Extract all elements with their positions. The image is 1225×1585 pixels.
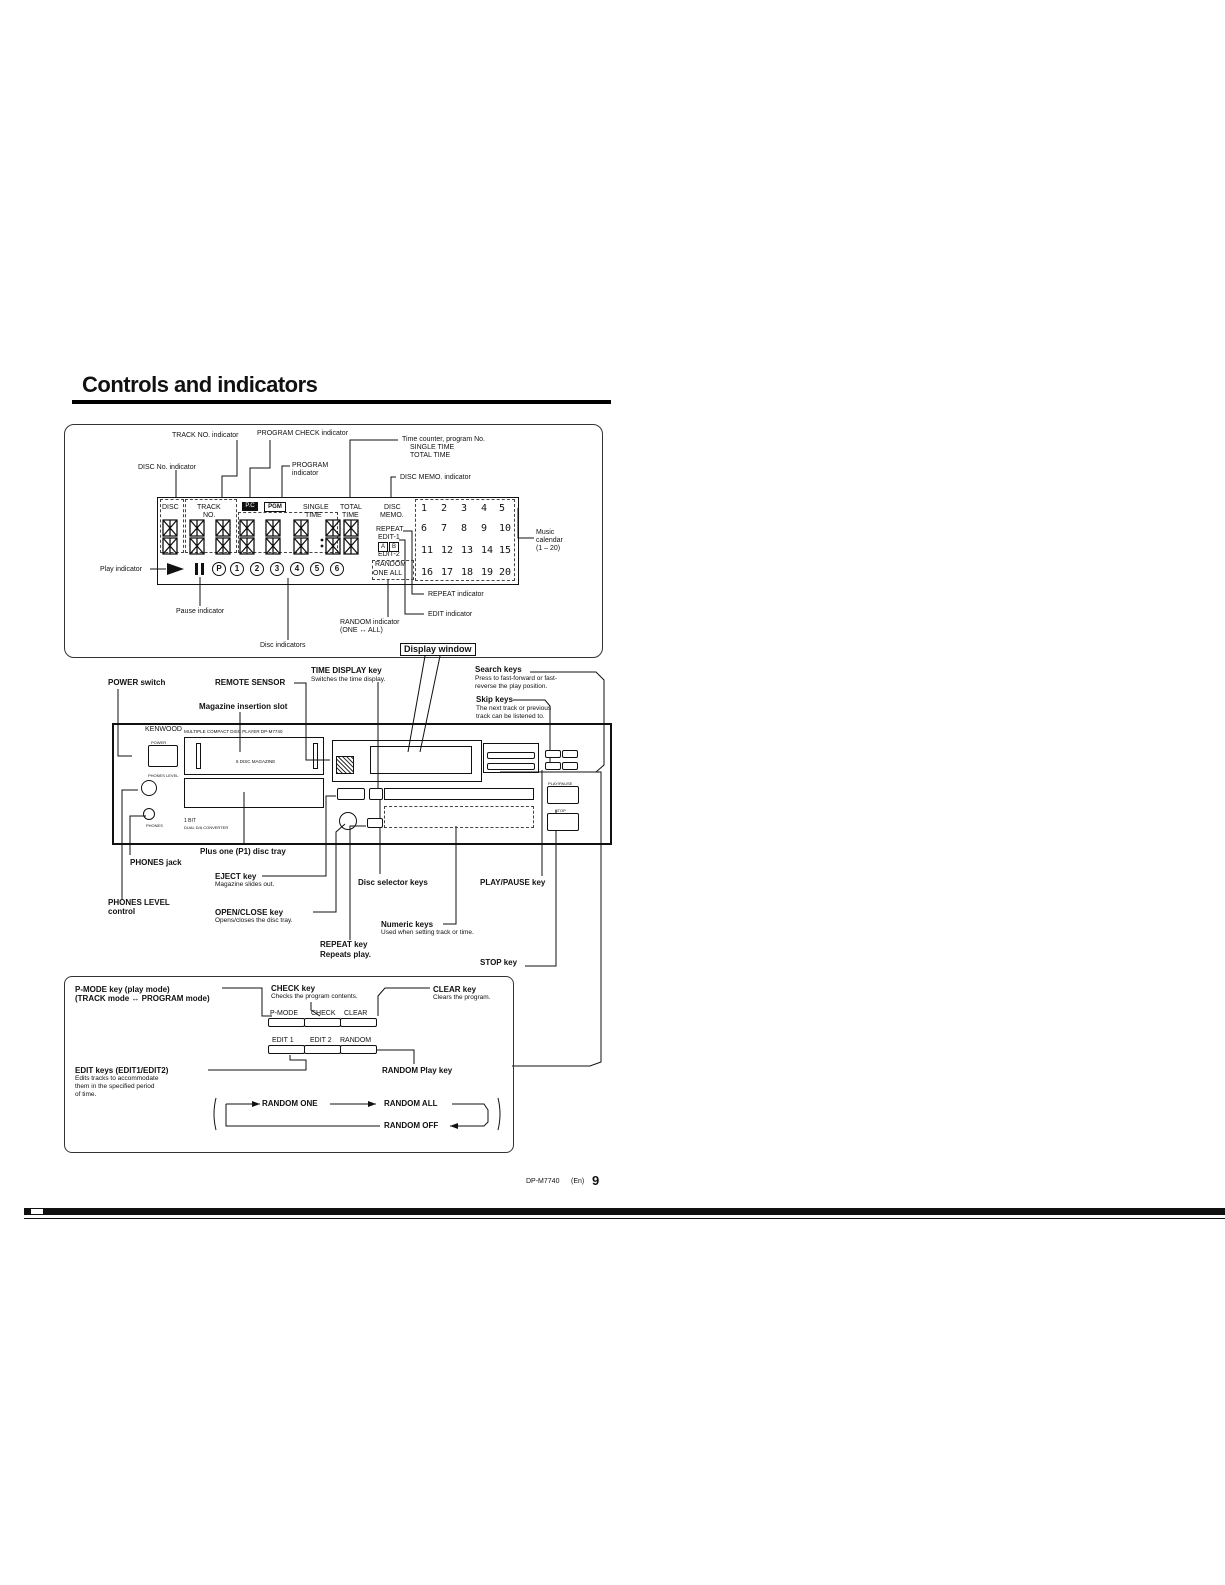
search-keys-label: Search keys bbox=[475, 665, 522, 674]
repeat-key-label: REPEAT key bbox=[320, 940, 368, 949]
arrow-to-random-off bbox=[450, 1123, 458, 1129]
track-no-indicator-label: TRACK NO. indicator bbox=[172, 432, 239, 439]
footer-lang: (En) bbox=[571, 1178, 585, 1185]
eject-key-label: EJECT key bbox=[215, 872, 257, 881]
lcd-track: TRACK bbox=[197, 504, 221, 511]
lcd-disc-memo-2: MEMO. bbox=[380, 512, 404, 519]
numeric-desc: Used when setting track or time. bbox=[381, 929, 474, 936]
play-indicator-label: Play indicator bbox=[100, 566, 143, 573]
lcd-edit1: EDIT-1 bbox=[378, 534, 400, 541]
disc-indicator-P: P bbox=[212, 562, 226, 576]
pmode-button-label: P-MODE bbox=[270, 1010, 298, 1017]
bottom-bar-corner bbox=[30, 1208, 44, 1215]
device-power-text: POWER bbox=[151, 740, 167, 745]
numeric-keys-label: Numeric keys bbox=[381, 920, 434, 929]
calendar-number: 9 bbox=[481, 523, 488, 534]
disc-indicator-2: 2 bbox=[250, 562, 264, 576]
time-display-desc: Switches the time display. bbox=[311, 676, 386, 683]
edit-desc-1: Edits tracks to accommodate bbox=[75, 1075, 159, 1082]
lcd-time-2: TIME bbox=[342, 512, 359, 519]
lcd-time-1: TIME bbox=[305, 512, 322, 519]
repeat-indicator-label: REPEAT indicator bbox=[428, 591, 484, 598]
edit1-key[interactable] bbox=[268, 1045, 305, 1054]
random-key[interactable] bbox=[340, 1045, 377, 1054]
clear-button-label: CLEAR bbox=[344, 1010, 368, 1017]
lcd-random: RANDOM bbox=[375, 561, 407, 568]
calendar-number: 15 bbox=[499, 545, 512, 556]
calendar-number: 2 bbox=[441, 503, 448, 514]
program-indicator-label-2: indicator bbox=[292, 470, 319, 477]
calendar-number: 14 bbox=[481, 545, 494, 556]
bottom-bar bbox=[24, 1208, 1225, 1215]
plus-one-tray-label: Plus one (P1) disc tray bbox=[200, 847, 286, 856]
edit-indicator-label: EDIT indicator bbox=[428, 611, 473, 618]
device-phones-text: PHONES bbox=[146, 823, 163, 828]
calendar-number: 19 bbox=[481, 567, 494, 578]
edit-desc-3: of time. bbox=[75, 1091, 97, 1098]
page-number: 9 bbox=[592, 1173, 600, 1188]
remote-sensor-label: REMOTE SENSOR bbox=[215, 678, 286, 687]
check-key[interactable] bbox=[304, 1018, 341, 1027]
random-one-label: RANDOM ONE bbox=[262, 1099, 318, 1108]
check-button-label: CHECK bbox=[311, 1010, 336, 1017]
device-play-pause-text: PLAY/PAUSE bbox=[548, 781, 573, 786]
p-mode-key[interactable] bbox=[268, 1018, 305, 1027]
edit2-button-label: EDIT 2 bbox=[310, 1037, 332, 1044]
arrow-to-random-one bbox=[252, 1101, 260, 1107]
disc-no-indicator-label: DISC No. indicator bbox=[138, 464, 196, 471]
single-time-label: SINGLE TIME bbox=[410, 444, 455, 451]
lcd-total: TOTAL bbox=[340, 504, 362, 511]
program-indicator-label-1: PROGRAM bbox=[292, 462, 329, 469]
lcd-disc: DISC bbox=[162, 504, 179, 511]
random-button-label: RANDOM bbox=[340, 1037, 372, 1044]
search-desc-2: reverse the play position. bbox=[475, 683, 548, 690]
disc-indicator-6: 6 bbox=[330, 562, 344, 576]
lcd-no: NO. bbox=[203, 512, 216, 519]
clear-key-label: CLEAR key bbox=[433, 985, 477, 994]
arrow-to-random-all bbox=[368, 1101, 376, 1107]
repeat-desc: Repeats play. bbox=[320, 950, 371, 959]
lcd-disc-memo-1: DISC bbox=[384, 504, 401, 511]
magazine-slot-label: Magazine insertion slot bbox=[199, 702, 288, 711]
open-close-desc: Opens/closes the disc tray. bbox=[215, 917, 293, 924]
bottom-bar-thin bbox=[24, 1218, 1225, 1219]
eject-desc: Magazine slides out. bbox=[215, 881, 275, 888]
calendar-number: 3 bbox=[461, 503, 468, 514]
stop-key-label: STOP key bbox=[480, 958, 518, 967]
calendar-number: 7 bbox=[441, 523, 448, 534]
device-bit-text: 1 BIT bbox=[184, 818, 196, 824]
skip-desc-1: The next track or previous bbox=[476, 705, 552, 712]
calendar-number: 1 bbox=[421, 503, 428, 514]
skip-desc-2: track can be listened to. bbox=[476, 713, 545, 720]
device-phones-level-text: PHONES LEVEL bbox=[148, 773, 179, 778]
lcd-a: A bbox=[378, 542, 388, 552]
p-mode-key-label-1: P-MODE key (play mode) bbox=[75, 985, 170, 994]
disc-selector-keys-label: Disc selector keys bbox=[358, 878, 428, 887]
device-model-line: MULTIPLE COMPACT DISC PLAYER DP-M7740 bbox=[184, 729, 283, 734]
device-converter-text: DUAL D/A CONVERTER bbox=[184, 825, 229, 830]
calendar-number: 20 bbox=[499, 567, 512, 578]
lcd-edit2: EDIT-2 bbox=[378, 551, 400, 558]
disc-memo-indicator-label: DISC MEMO. indicator bbox=[400, 474, 471, 481]
calendar-number: 16 bbox=[421, 567, 434, 578]
footer-model: DP-M7740 bbox=[526, 1178, 560, 1185]
time-display-key-label: TIME DISPLAY key bbox=[311, 666, 382, 675]
lcd-b: B bbox=[389, 542, 399, 552]
lcd-one-all: ONE ALL bbox=[373, 570, 403, 577]
calendar-number: 17 bbox=[441, 567, 454, 578]
p-mode-key-label-2: (TRACK mode ↔ PROGRAM mode) bbox=[75, 994, 210, 1003]
calendar-number: 10 bbox=[499, 523, 512, 534]
random-indicator-label-2: (ONE ↔ ALL) bbox=[340, 627, 383, 634]
lcd-pgm: PGM bbox=[264, 502, 286, 512]
random-off-label: RANDOM OFF bbox=[384, 1121, 439, 1130]
calendar-number: 13 bbox=[461, 545, 474, 556]
edit-desc-2: them in the specified period bbox=[75, 1083, 155, 1090]
pause-indicator-label: Pause indicator bbox=[176, 608, 225, 615]
calendar-number: 11 bbox=[421, 545, 434, 556]
phones-level-label-2: control bbox=[108, 907, 136, 916]
random-indicator-label-1: RANDOM indicator bbox=[340, 619, 400, 626]
random-play-key-label: RANDOM Play key bbox=[382, 1066, 453, 1075]
music-calendar-label-3: (1 – 20) bbox=[536, 545, 561, 552]
lcd-single: SINGLE bbox=[303, 504, 329, 511]
search-desc-1: Press to fast-forward or fast- bbox=[475, 675, 557, 682]
play-pause-key-label: PLAY/PAUSE key bbox=[480, 878, 546, 887]
page-title: Controls and indicators bbox=[82, 372, 318, 397]
calendar-number: 6 bbox=[421, 523, 428, 534]
device-stop-text: STOP bbox=[555, 808, 566, 813]
calendar-number: 18 bbox=[461, 567, 474, 578]
time-counter-label: Time counter, program No. bbox=[402, 436, 485, 443]
edit1-button-label: EDIT 1 bbox=[272, 1037, 294, 1044]
calendar-number: 4 bbox=[481, 503, 488, 514]
calendar-number: 12 bbox=[441, 545, 454, 556]
disc-indicators-label: Disc indicators bbox=[260, 642, 306, 649]
display-window-caption: Display window bbox=[400, 643, 476, 656]
calendar-number: 8 bbox=[461, 523, 468, 534]
program-check-indicator-label: PROGRAM CHECK indicator bbox=[257, 430, 349, 437]
edit-keys-label: EDIT keys (EDIT1/EDIT2) bbox=[75, 1066, 169, 1075]
total-time-label: TOTAL TIME bbox=[410, 452, 451, 459]
phones-level-label-1: PHONES LEVEL bbox=[108, 898, 170, 907]
check-key-desc: Checks the program contents. bbox=[271, 993, 358, 1000]
skip-keys-label: Skip keys bbox=[476, 695, 513, 704]
device-brand: KENWOOD bbox=[145, 726, 182, 733]
random-all-label: RANDOM ALL bbox=[384, 1099, 438, 1108]
lcd-repeat: REPEAT bbox=[376, 526, 404, 533]
disc-indicator-1: 1 bbox=[230, 562, 244, 576]
music-calendar-label-2: calendar bbox=[536, 537, 563, 544]
disc-indicator-3: 3 bbox=[270, 562, 284, 576]
music-calendar-label-1: Music bbox=[536, 529, 555, 536]
edit2-key[interactable] bbox=[304, 1045, 341, 1054]
clear-key-desc: Clears the program. bbox=[433, 994, 491, 1001]
phones-jack-label: PHONES jack bbox=[130, 858, 182, 867]
lcd-pc: P.C bbox=[242, 502, 258, 511]
check-key-label: CHECK key bbox=[271, 984, 316, 993]
open-close-key-label: OPEN/CLOSE key bbox=[215, 908, 284, 917]
disc-indicator-5: 5 bbox=[310, 562, 324, 576]
clear-key[interactable] bbox=[340, 1018, 377, 1027]
device-magazine-text: 6 DISC MAGAZINE bbox=[236, 759, 276, 764]
calendar-number: 5 bbox=[499, 503, 506, 514]
power-switch-label: POWER switch bbox=[108, 678, 166, 687]
disc-indicator-4: 4 bbox=[290, 562, 304, 576]
